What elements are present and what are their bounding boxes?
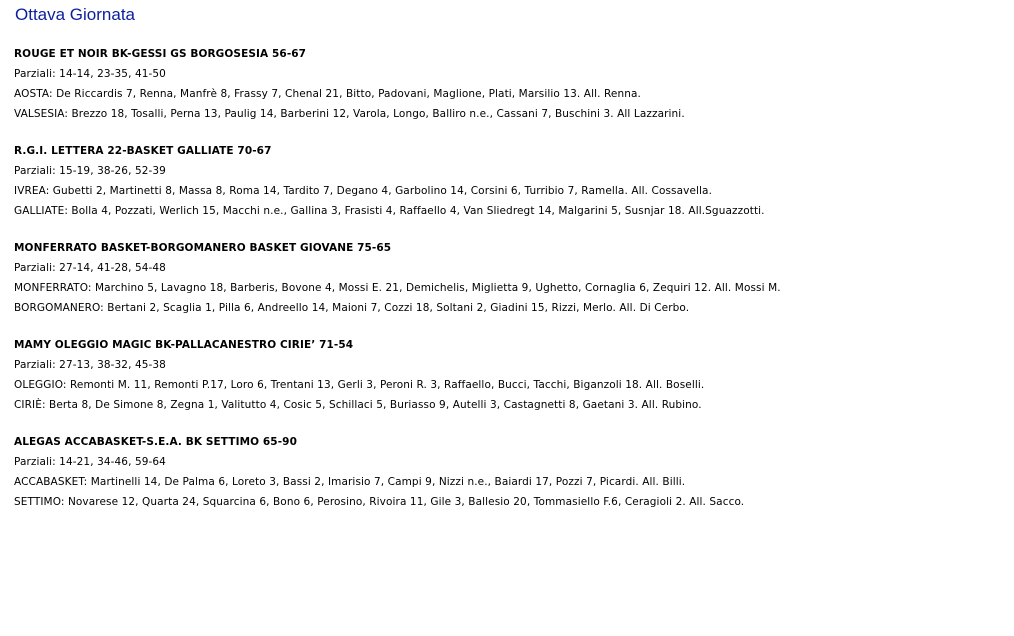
home-team-lineup: ACCABASKET: Martinelli 14, De Palma 6, Loreto 3, Bassi 2, Imarisio 7, Campi 9, Nizzi n.e., Baiardi 17, Pozzi 7, Picardi. All. Billi. bbox=[14, 476, 686, 488]
game-partials: Parziali: 27-14, 41-28, 54-48 bbox=[14, 262, 166, 274]
game-heading: R.G.I. LETTERA 22-BASKET GALLIATE 70-67 bbox=[14, 145, 272, 157]
game-heading: MAMY OLEGGIO MAGIC BK-PALLACANESTRO CIRIE’ 71-54 bbox=[14, 339, 354, 351]
home-team-lineup: MONFERRATO: Marchino 5, Lavagno 18, Barberis, Bovone 4, Mossi E. 21, Demichelis, Miglietta 9, Ughetto, Cornaglia 6, Zequiri 12. All. Mossi M. bbox=[14, 282, 781, 294]
game-result bbox=[14, 44, 1004, 124]
game-heading: MONFERRATO BASKET-BORGOMANERO BASKET GIOVANE 75-65 bbox=[14, 242, 392, 254]
home-team-lineup: OLEGGIO: Remonti M. 11, Remonti P.17, Loro 6, Trentani 13, Gerli 3, Peroni R. 3, Raffaello, Bucci, Tacchi, Biganzoli 18. All. Boselli. bbox=[14, 379, 705, 391]
game-heading: ROUGE ET NOIR BK-GESSI GS BORGOSESIA 56-67 bbox=[14, 48, 307, 60]
home-team-lineup: AOSTA: De Riccardis 7, Renna, Manfrè 8, Frassy 7, Chenal 21, Bitto, Padovani, Maglione, Plati, Marsilio 13. All. Renna. bbox=[14, 88, 641, 100]
games-list bbox=[14, 44, 1004, 529]
page-title: Ottava Giornata bbox=[15, 5, 136, 24]
away-team-lineup: CIRIÈ: Berta 8, De Simone 8, Zegna 1, Valitutto 4, Cosic 5, Schillaci 5, Buriasso 9, Autelli 3, Castagnetti 8, Gaetani 3. All. Rubino. bbox=[14, 399, 702, 411]
game-result bbox=[14, 432, 1004, 512]
away-team-lineup: VALSESIA: Brezzo 18, Tosalli, Perna 13, Paulig 14, Barberini 12, Varola, Longo, Balliro n.e., Cassani 7, Buschini 3. All Lazzarini. bbox=[14, 108, 685, 120]
game-heading: ALEGAS ACCABASKET-S.E.A. BK SETTIMO 65-90 bbox=[14, 436, 297, 448]
game-partials: Parziali: 27-13, 38-32, 45-38 bbox=[14, 359, 166, 371]
away-team-lineup: BORGOMANERO: Bertani 2, Scaglia 1, Pilla 6, Andreello 14, Maioni 7, Cozzi 18, Soltani 2, Giadini 15, Rizzi, Merlo. All. Di Cerbo. bbox=[14, 302, 690, 314]
away-team-lineup: GALLIATE: Bolla 4, Pozzati, Werlich 15, Macchi n.e., Gallina 3, Frasisti 4, Raffaello 4, Van Sliedregt 14, Malgarini 5, Susnjar 18. All.Sguazzotti. bbox=[14, 205, 765, 217]
away-team-lineup: SETTIMO: Novarese 12, Quarta 24, Squarcina 6, Bono 6, Perosino, Rivoira 11, Gile 3, Ballesio 20, Tommasiello F.6, Ceragioli 2. All. Sacco. bbox=[14, 496, 745, 508]
game-result bbox=[14, 141, 1004, 221]
game-partials: Parziali: 14-14, 23-35, 41-50 bbox=[14, 68, 166, 80]
game-partials: Parziali: 14-21, 34-46, 59-64 bbox=[14, 456, 166, 468]
home-team-lineup: IVREA: Gubetti 2, Martinetti 8, Massa 8, Roma 14, Tardito 7, Degano 4, Garbolino 14, Corsini 6, Turribio 7, Ramella. All. Cossavella. bbox=[14, 185, 713, 197]
game-result bbox=[14, 335, 1004, 415]
game-result bbox=[14, 238, 1004, 318]
game-partials: Parziali: 15-19, 38-26, 52-39 bbox=[14, 165, 166, 177]
